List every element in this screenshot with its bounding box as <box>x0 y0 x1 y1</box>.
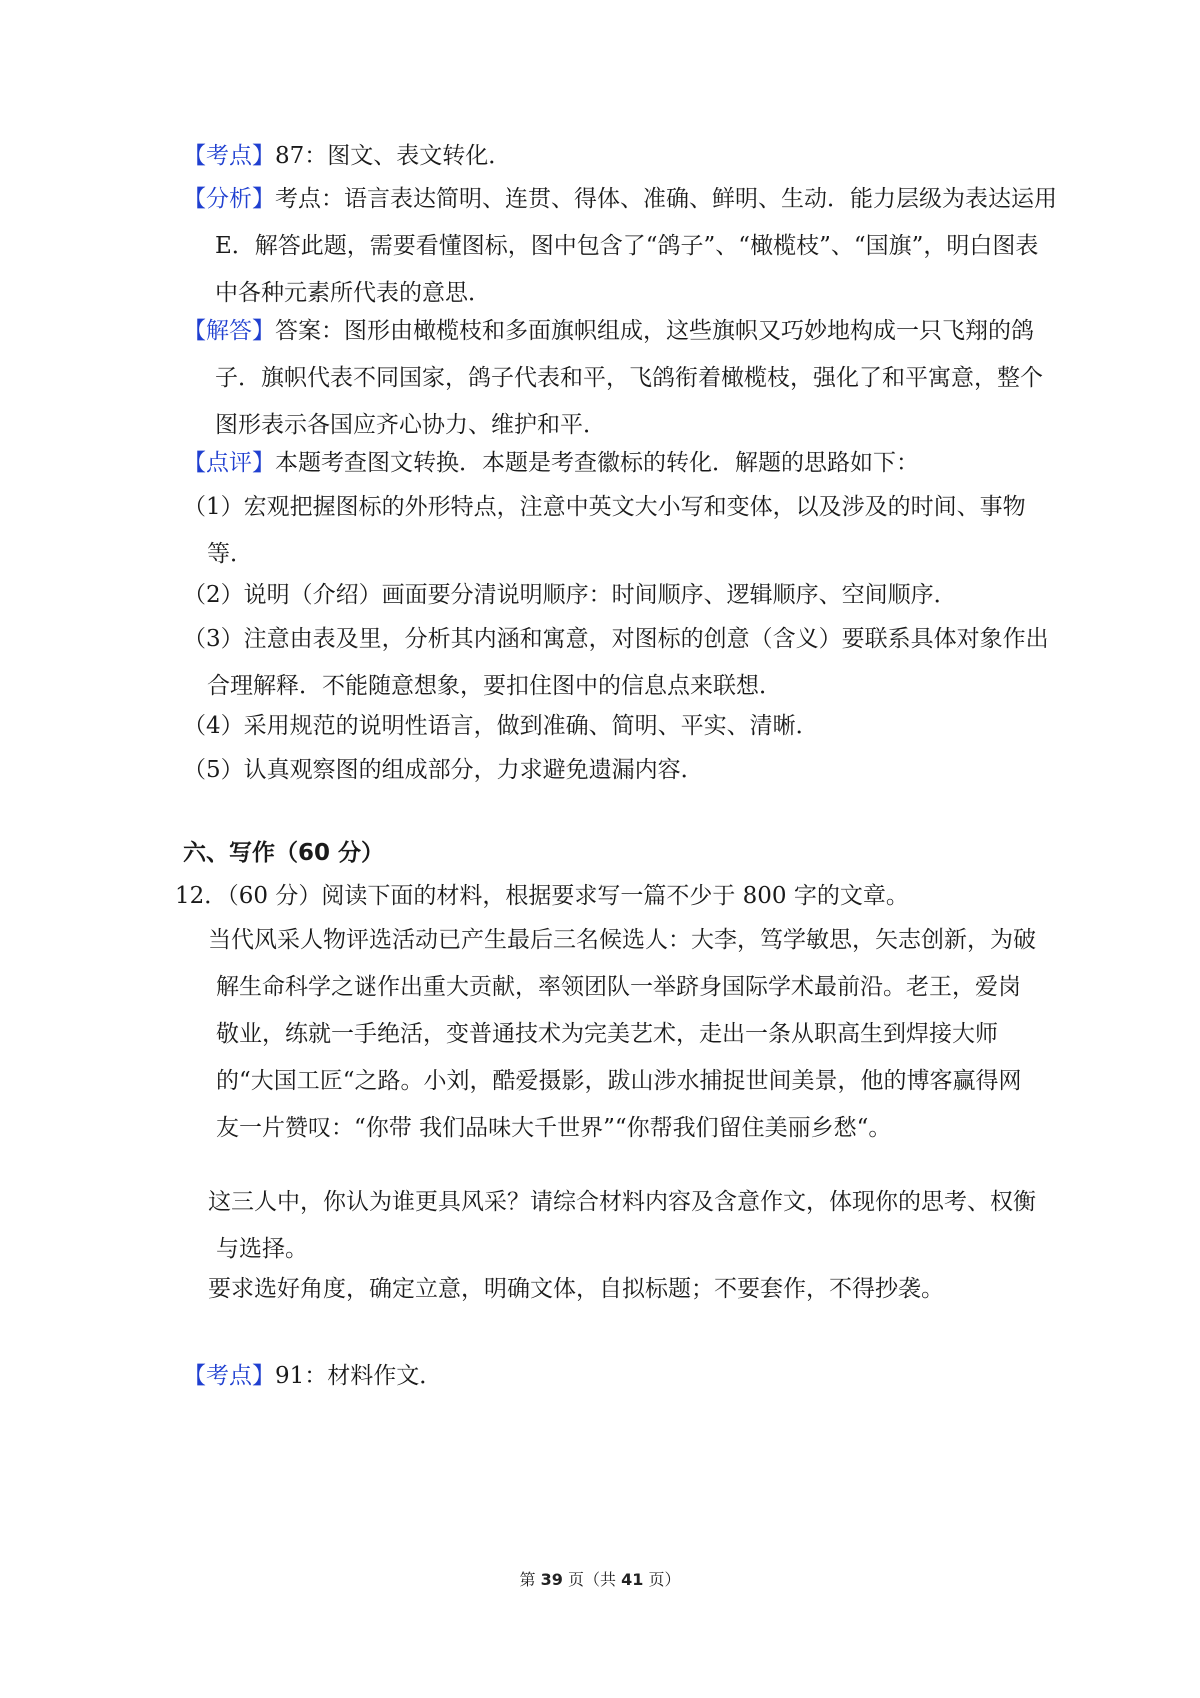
page-footer <box>0 1568 1200 1592</box>
kaodian-tag: 【考点】 <box>183 143 275 169</box>
fenxi-paragraph <box>183 176 1060 317</box>
jieda-paragraph <box>183 308 1060 449</box>
jieda-tag: 【解答】 <box>183 318 275 344</box>
step-item-2: （2）说明（介绍）画面要分清说明顺序：时间顺序、逻辑顺序、空间顺序． <box>183 582 957 608</box>
step-item-3: （3）注意由表及里，分析其内涵和寓意，对图标的创意（含义）要联系具体对象作出合理解释．不能随意想象，要扣住图中的信息点来联想． <box>183 626 1049 699</box>
dianping-text: 本题考查图文转换．本题是考查徽标的转化．解题的思路如下： <box>275 450 919 476</box>
writing-question-intro: 12．（60 分）阅读下面的材料，根据要求写一篇不少于 800 字的文章。 <box>175 883 909 909</box>
kaodian-text-2: 91：材料作文． <box>275 1363 443 1389</box>
kaodian-text: 87：图文、表文转化． <box>275 143 512 169</box>
fenxi-text: 考点：语言表达简明、连贯、得体、准确、鲜明、生动．能力层级为表达运用E．解答此题，需要看懂图标，图中包含了“鸽子”、“橄榄枝”、“国旗”，明白图表中各种元素所代表的意思． <box>215 186 1057 306</box>
kaodian-tag-2: 【考点】 <box>183 1363 275 1389</box>
footer-suffix: 页） <box>643 1570 681 1589</box>
footer-current-page: 39 <box>540 1570 563 1589</box>
dianping-paragraph <box>183 440 1028 487</box>
dianping-tag: 【点评】 <box>183 450 275 476</box>
jieda-text: 答案：图形由橄榄枝和多面旗帜组成，这些旗帜又巧妙地构成一只飞翔的鸽子．旗帜代表不同国家，鸽子代表和平，飞鸽衔着橄榄枝，强化了和平寓意，整个图形表示各国应齐心协力、维护和平． <box>215 318 1043 438</box>
writing-section-title: 六、写作（60 分） <box>183 840 385 866</box>
footer-total-pages: 41 <box>621 1570 644 1589</box>
writing-prompt: 这三人中，你认为谁更具风采？请综合材料内容及含意作文，体现你的思考、权衡与选择。 <box>208 1189 1036 1262</box>
step-item-1: （1）宏观把握图标的外形特点，注意中英文大小写和变体，以及涉及的时间、事物等． <box>183 494 1026 567</box>
footer-prefix: 第 <box>519 1570 541 1589</box>
writing-material: 当代风采人物评选活动已产生最后三名候选人：大李，笃学敏思，矢志创新，为破 解生命科学之谜作出重大贡献，率领团队一举跻身国际学术最前沿。老王，爱岗敬业，练就一手绝活，变普通技术为完美艺术，走出一条从职高生到焊接大师的“大国工匠“之路。小刘，酷爱摄影，跋山涉水捕捉世间美景，他的博客赢得网友一片赞叹：“你带 我们品味大千世界”“你帮我们留住美丽乡愁“。 <box>208 927 1036 1141</box>
kaodian-paragraph-1 <box>183 133 1028 180</box>
step-item-5: （5）认真观察图的组成部分，力求避免遗漏内容． <box>183 757 704 783</box>
writing-requirement: 要求选好角度，确定立意，明确文体，自拟标题；不要套作，不得抄袭。 <box>208 1276 944 1302</box>
kaodian-paragraph-2 <box>183 1353 1028 1400</box>
fenxi-tag: 【分析】 <box>183 186 275 212</box>
step-item-4: （4）采用规范的说明性语言，做到准确、简明、平实、清晰． <box>183 713 819 739</box>
footer-middle: 页（共 <box>562 1570 622 1589</box>
